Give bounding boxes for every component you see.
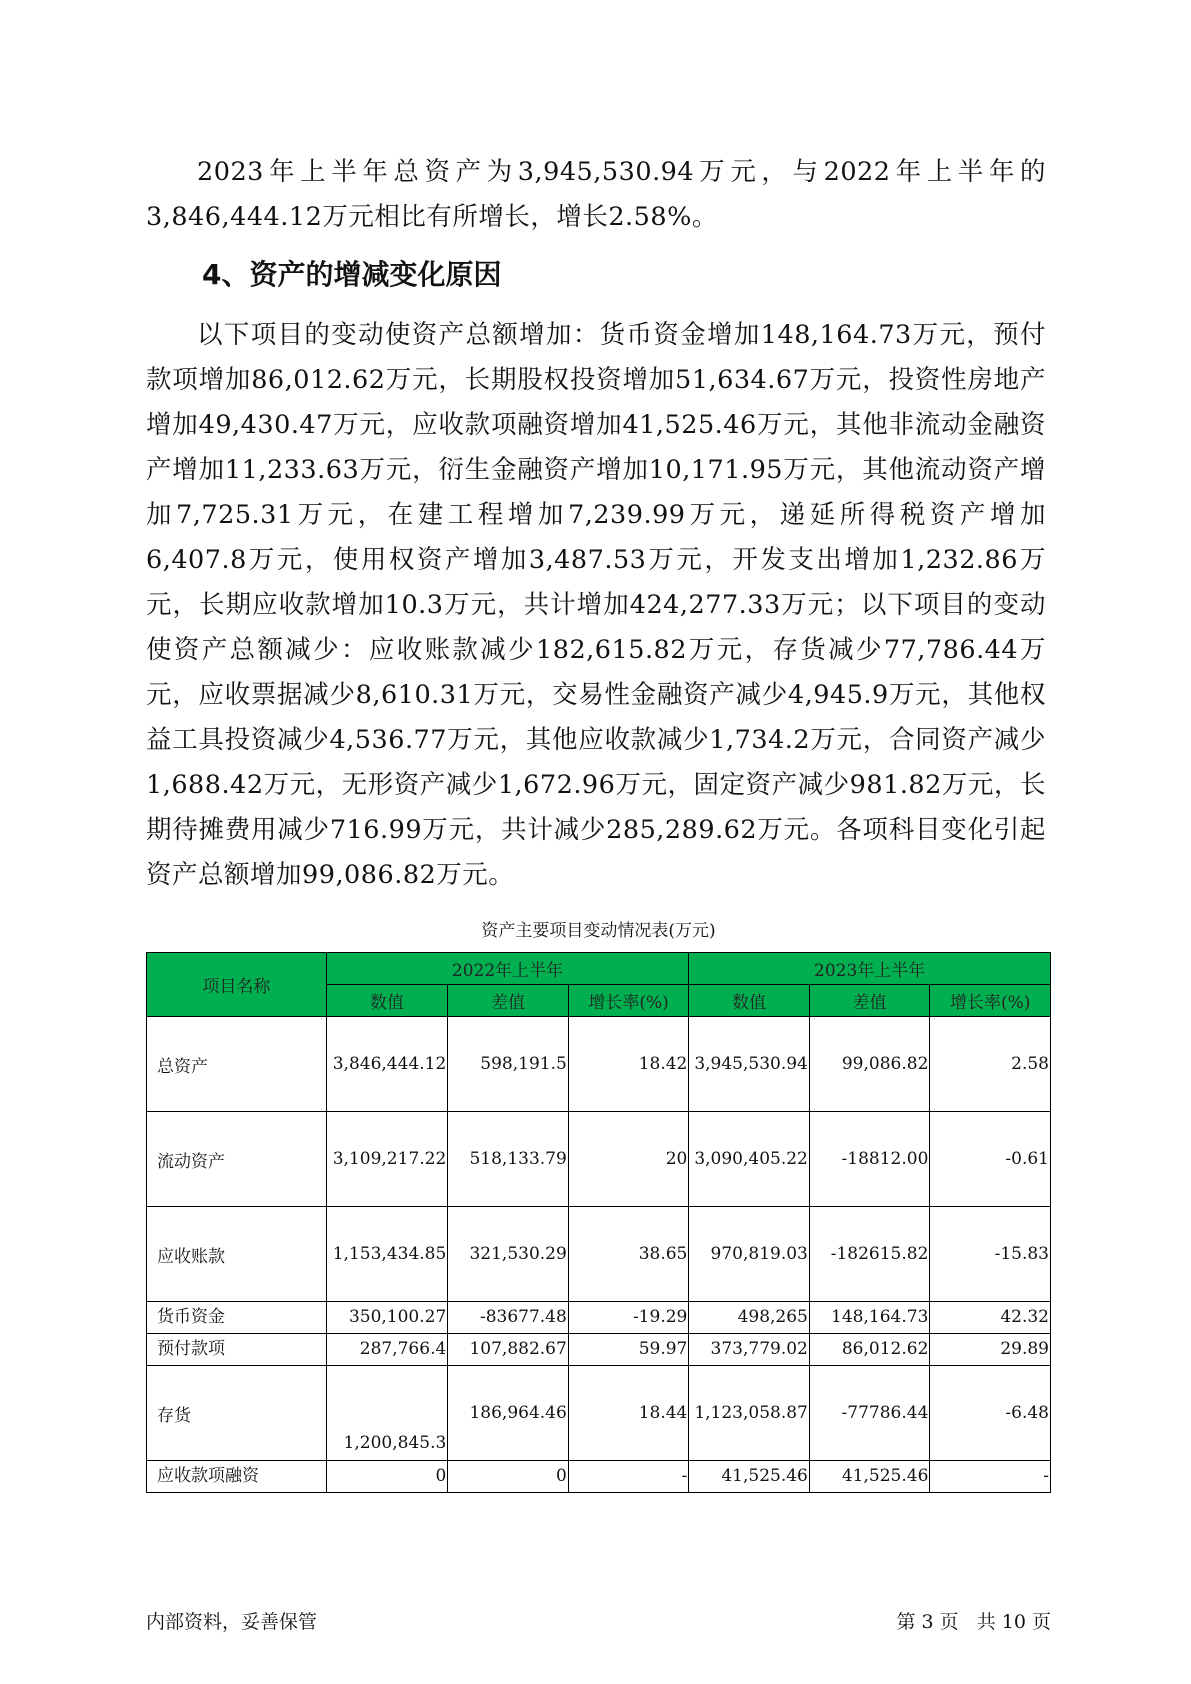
cell-diff-2022: 186,964.46 [448,1366,569,1461]
header-period-2022: 2022年上半年 [326,953,689,985]
cell-value-2022: 0 [326,1461,448,1493]
cell-diff-2023: -18812.00 [809,1112,930,1207]
cell-value-2023: 970,819.03 [689,1207,810,1302]
footer-page-label: 第 3 页 [896,1611,959,1633]
cell-rate-2022: 18.44 [568,1366,689,1461]
cell-diff-2023: 41,525.46 [809,1461,930,1493]
row-item-name: 预付款项 [147,1334,327,1366]
cell-diff-2022: -83677.48 [448,1302,569,1334]
cell-rate-2023: -6.48 [930,1366,1051,1461]
row-item-name: 存货 [147,1366,327,1461]
asset-change-table [146,952,1051,1493]
footer-total-label: 共 10 页 [976,1611,1051,1633]
cell-diff-2023: -182615.82 [809,1207,930,1302]
cell-value-2023: 41,525.46 [689,1461,810,1493]
cell-rate-2023: 29.89 [930,1334,1051,1366]
table-body [147,1017,1051,1493]
paragraph-asset-changes-text: 以下项目的变动使资产总额增加：货币资金增加148,164.73万元，预付款项增加86,012.62万元，长期股权投资增加51,634.67万元，投资性房地产增加49,430.47万元，应收款项融资增加41,525.46万元，其他非流动金融资产增加11,233.63万元，衍生金融资产增加10,171.95万元，其他流动资产增加7,725.31万元，在建工程增加7,239.99万元，递延所得税资产增加6,407.8万元，使用权资产增加3,487.53万元，开发支出增加1,232.86万元，长期应收款增加10.3万元，共计增加424,277.33万元；以下项目的变动使资产总额减少：应收账款减少182,615.82万元，存货减少77,786.44万元，应收票据减少8,610.31万元，交易性金融资产减少4,945.9万元，其他权益工具投资减少4,536.77万元，其他应收款减少1,734.2万元，合同资产减少1,688.42万元，无形资产减少1,672.96万元，固定资产减少981.82万元，长期待摊费用减少716.99万元，共计减少285,289.62万元。各项科目变化引起资产总额增加99,086.82万元。 [146,320,1046,890]
cell-diff-2022: 0 [448,1461,569,1493]
header-value-2022: 数值 [326,985,448,1017]
header-diff-2022: 差值 [448,985,569,1017]
table-header [147,953,1051,1017]
row-item-name: 应收款项融资 [147,1461,327,1493]
cell-diff-2022: 321,530.29 [448,1207,569,1302]
cell-diff-2022: 107,882.67 [448,1334,569,1366]
header-value-2023: 数值 [689,985,810,1017]
header-rate-2023: 增长率(%) [930,985,1051,1017]
cell-rate-2023: -0.61 [930,1112,1051,1207]
table-row [147,1207,1051,1302]
paragraph-asset-changes [146,313,1046,898]
cell-value-2023: 1,123,058.87 [689,1366,810,1461]
table-row [147,1112,1051,1207]
table-row [147,1461,1051,1493]
cell-rate-2022: 59.97 [568,1334,689,1366]
cell-rate-2022: 18.42 [568,1017,689,1112]
footer-page-number [896,1609,1051,1635]
header-item-name: 项目名称 [147,953,327,1017]
cell-diff-2022: 598,191.5 [448,1017,569,1112]
cell-value-2022: 287,766.4 [326,1334,448,1366]
table-row [147,1334,1051,1366]
cell-diff-2023: -77786.44 [809,1366,930,1461]
cell-rate-2022: 20 [568,1112,689,1207]
section-heading: 4、资产的增减变化原因 [202,258,502,291]
row-item-name: 总资产 [147,1017,327,1112]
row-item-name: 流动资产 [147,1112,327,1207]
cell-diff-2023: 148,164.73 [809,1302,930,1334]
header-period-2023: 2023年上半年 [689,953,1051,985]
cell-rate-2023: - [930,1461,1051,1493]
row-item-name: 应收账款 [147,1207,327,1302]
header-diff-2023: 差值 [809,985,930,1017]
cell-value-2023: 3,945,530.94 [689,1017,810,1112]
cell-rate-2023: 2.58 [930,1017,1051,1112]
cell-value-2022: 1,153,434.85 [326,1207,448,1302]
header-rate-2022: 增长率(%) [568,985,689,1017]
cell-diff-2022: 518,133.79 [448,1112,569,1207]
cell-value-2022: 1,200,845.3 [326,1366,448,1461]
table-row [147,1302,1051,1334]
cell-value-2022: 3,109,217.22 [326,1112,448,1207]
table-row [147,1017,1051,1112]
paragraph-total-assets-text: 2023年上半年总资产为3,945,530.94万元，与2022年上半年的3,846,444.12万元相比有所增长，增长2.58%。 [146,157,1046,232]
cell-rate-2022: - [568,1461,689,1493]
cell-value-2023: 498,265 [689,1302,810,1334]
cell-value-2022: 3,846,444.12 [326,1017,448,1112]
table-caption: 资产主要项目变动情况表(万元) [481,921,716,941]
cell-rate-2023: -15.83 [930,1207,1051,1302]
paragraph-total-assets [146,150,1046,240]
cell-diff-2023: 99,086.82 [809,1017,930,1112]
cell-rate-2022: 38.65 [568,1207,689,1302]
cell-value-2022: 350,100.27 [326,1302,448,1334]
row-item-name: 货币资金 [147,1302,327,1334]
cell-value-2023: 373,779.02 [689,1334,810,1366]
cell-rate-2022: -19.29 [568,1302,689,1334]
cell-diff-2023: 86,012.62 [809,1334,930,1366]
footer-confidential-note: 内部资料，妥善保管 [146,1611,318,1633]
cell-rate-2023: 42.32 [930,1302,1051,1334]
cell-value-2023: 3,090,405.22 [689,1112,810,1207]
table-row [147,1366,1051,1461]
